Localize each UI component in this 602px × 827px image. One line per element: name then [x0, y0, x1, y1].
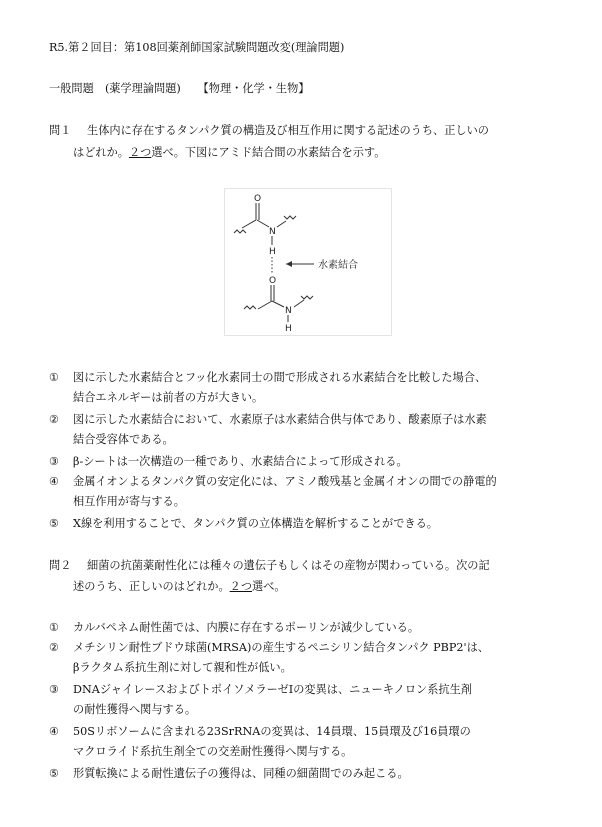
q2-stem-line2: 述のうち、正しいのはどれか。２つ選べ。: [73, 580, 286, 593]
q2-label: 問２: [49, 559, 72, 572]
q1-option-3-line1: β-シートは一次構造の一種であり、水素結合によって形成される。: [73, 455, 408, 468]
q1-option-4-marker: ④: [49, 475, 60, 488]
amide-hydrogen-bond-figure: [224, 188, 392, 336]
q1-label: 問１: [49, 124, 72, 137]
q1-stem-line2: はどれか。２つ選べ。下図にアミド結合間の水素結合を示す。: [73, 146, 386, 159]
q2-option-5-line1: 形質転換による耐性遺伝子の獲得は、同種の細菌間でのみ起こる。: [73, 767, 409, 780]
lower-hydrogen-atom: H: [285, 324, 292, 334]
q2-option-2-line2: βラクタム系抗生剤に対して親和性が低い。: [73, 661, 292, 674]
q2-option-1-marker: ①: [49, 621, 60, 634]
q2-option-3-line1: DNAジャイレースおよびトポイソメラーゼⅠの変異は、ニューキノロン系抗生剤: [73, 683, 472, 696]
document-title: R5.第２回目：第108回薬剤師国家試験問題改変(理論問題): [49, 41, 345, 54]
q2-stem-line1: 細菌の抗菌薬耐性化には種々の遺伝子もしくはその産物が関わっている。次の記: [87, 559, 490, 572]
q2-option-2-marker: ②: [49, 641, 60, 654]
lower-nitrogen-atom: N: [285, 306, 292, 316]
q1-option-3-marker: ③: [49, 455, 60, 468]
q1-option-2-marker: ②: [49, 413, 60, 426]
q2-choose-count: ２つ: [229, 580, 253, 593]
q1-option-4-line1: 金属イオンよるタンパク質の安定化には、アミノ酸残基と金属イオンの間での静電的: [73, 475, 497, 488]
hydrogen-bond-label: 水素結合: [318, 260, 358, 271]
q2-option-5-marker: ⑤: [49, 767, 60, 780]
q1-option-1-line1: 図に示した水素結合とフッ化水素同士の間で形成される水素結合を比較した場合、: [73, 371, 487, 384]
q1-stem-line1: 生体内に存在するタンパク質の構造及び相互作用に関する記述のうち、正しいの: [87, 124, 489, 137]
upper-oxygen-atom: O: [254, 194, 262, 204]
q2-option-4-line2: マクロライド系抗生剤全ての交差耐性獲得へ関与する。: [73, 745, 353, 758]
q1-option-2-line2: 結合受容体である。: [73, 433, 174, 446]
q2-option-1-line1: カルバペネム耐性菌では、内膜に存在するポーリンが減少している。: [73, 621, 420, 634]
q2-option-3-line2: の耐性獲得へ関与する。: [73, 703, 197, 716]
q1-option-5-marker: ⑤: [49, 517, 60, 530]
q1-option-2-line1: 図に示した水素結合において、水素原子は水素結合供与体であり、酸素原子は水素: [73, 413, 487, 426]
q1-option-1-marker: ①: [49, 371, 60, 384]
q2-option-2-line1: メチシリン耐性ブドウ球菌(MRSA)の産生するペニシリン結合タンパク PBP2'は、: [73, 641, 489, 654]
q1-choose-count: ２つ: [128, 146, 152, 159]
q1-option-1-line2: 結合エネルギーは前者の方が大きい。: [73, 391, 264, 404]
section-heading: 一般問題 (薬学理論問題) 【物理・化学・生物】: [49, 82, 310, 95]
upper-nitrogen-atom: N: [269, 227, 276, 237]
upper-hydrogen-atom: H: [269, 247, 276, 257]
q2-option-3-marker: ③: [49, 683, 60, 696]
q2-option-4-line1: 50Sリボソームに含まれる23SrRNAの変異は、14員環、15員環及び16員環の: [73, 725, 471, 738]
lower-oxygen-atom: O: [269, 276, 277, 286]
q1-option-5-line1: X線を利用することで、タンパク質の立体構造を解析することができる。: [73, 517, 438, 530]
q2-option-4-marker: ④: [49, 725, 60, 738]
q1-option-4-line2: 相互作用が寄与する。: [73, 495, 185, 508]
